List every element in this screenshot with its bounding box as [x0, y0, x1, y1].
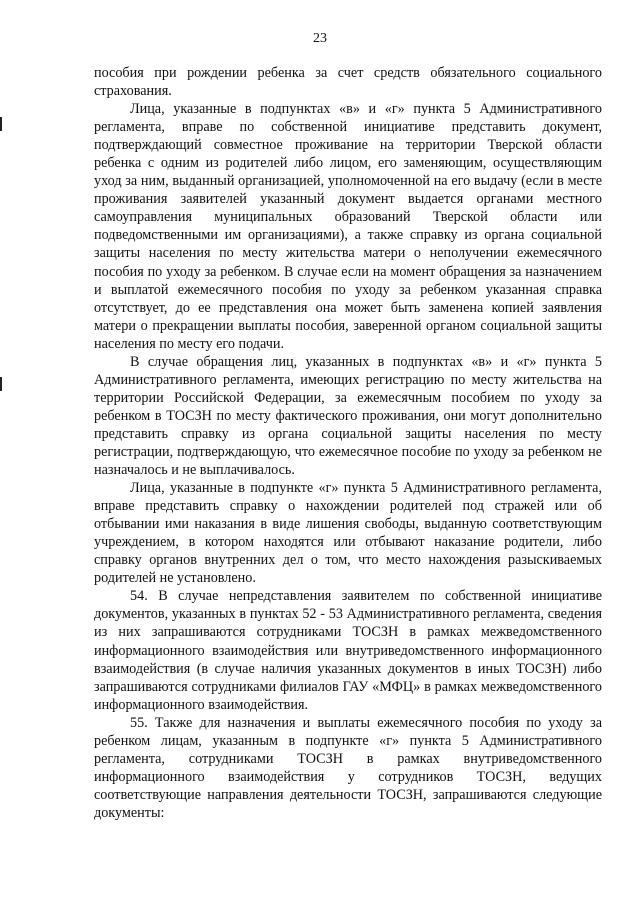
paragraph-continuation: пособия при рождении ребенка за счет средств обязательного социального страхования.	[94, 65, 602, 100]
paragraph: Лица, указанные в подпунктах «в» и «г» пункта 5 Административного регламента, вправе по собственной инициативе представить документ, подтверждающий совместное проживание на территории Тверской области ребенка с одним из родителей либо лицом, его заменяющим, осуществляющим уход за ним, выданный организацией, уполномоченной на его выдачу (если в месте проживания заявителей указанный документ выдается органами местного самоуправления муниципальных образований Тверской области или подведомственными им организациями), а также справку из органа социальной защиты населения по месту жительства матери о неполучении ежемесячного пособия по уходу за ребенком. В случае если на момент обращения за назначением и выплатой ежемесячного пособия по уходу за ребенком указанная справка отсутствует, до ее представления она может быть заменена копией заявления матери о прекращении выплаты пособия, заверенной органом социальной защиты населения по месту его подачи.	[94, 101, 602, 352]
paragraph-item-54: 54. В случае непредставления заявителем по собственной инициативе документов, указанных в пунктах 52 - 53 Административного регламента, сведения из них запрашиваются сотрудниками ТОСЗН в рамках межведомственного информационного взаимодействия или внутриведомственного информационного взаимодействия (в случае наличия указанных документов в иных ТОСЗН) либо запрашиваются сотрудниками филиалов ГАУ «МФЦ» в рамках межведомственного информационного взаимодействия.	[94, 588, 602, 713]
document-body	[94, 64, 602, 822]
paragraph: В случае обращения лиц, указанных в подпунктах «в» и «г» пункта 5 Административного регламента, имеющих регистрацию по месту жительства на территории Российской Федерации, за ежемесячным пособием по уходу за ребенком в ТОСЗН по месту фактического проживания, они могут дополнительно представить справку из органа социальной защиты населения по месту регистрации, подтверждающую, что ежемесячное пособие по уходу за ребенком не назначалось и не выплачивалось.	[94, 353, 602, 479]
page-number: 23	[313, 31, 327, 46]
scan-margin-mark	[0, 117, 2, 131]
paragraph-item-55: 55. Также для назначения и выплаты ежемесячного пособия по уходу за ребенком лицам, указанным в подпункте «г» пункта 5 Административного регламента, сотрудниками ТОСЗН в рамках внутриведомственного информационного взаимодействия у сотрудников ТОСЗН, ведущих соответствующие направления деятельности ТОСЗН, запрашиваются следующие документы:	[94, 714, 602, 821]
paragraph: Лица, указанные в подпункте «г» пункта 5 Административного регламента, вправе представить справку о нахождении родителей под стражей или об отбывании ими наказания в виде лишения свободы, выданную соответствующим учреждением, в котором находятся или отбывают наказание родители, либо справку органов внутренних дел о том, что место нахождения разыскиваемых родителей не установлено.	[94, 480, 602, 587]
scan-margin-mark	[0, 377, 2, 391]
